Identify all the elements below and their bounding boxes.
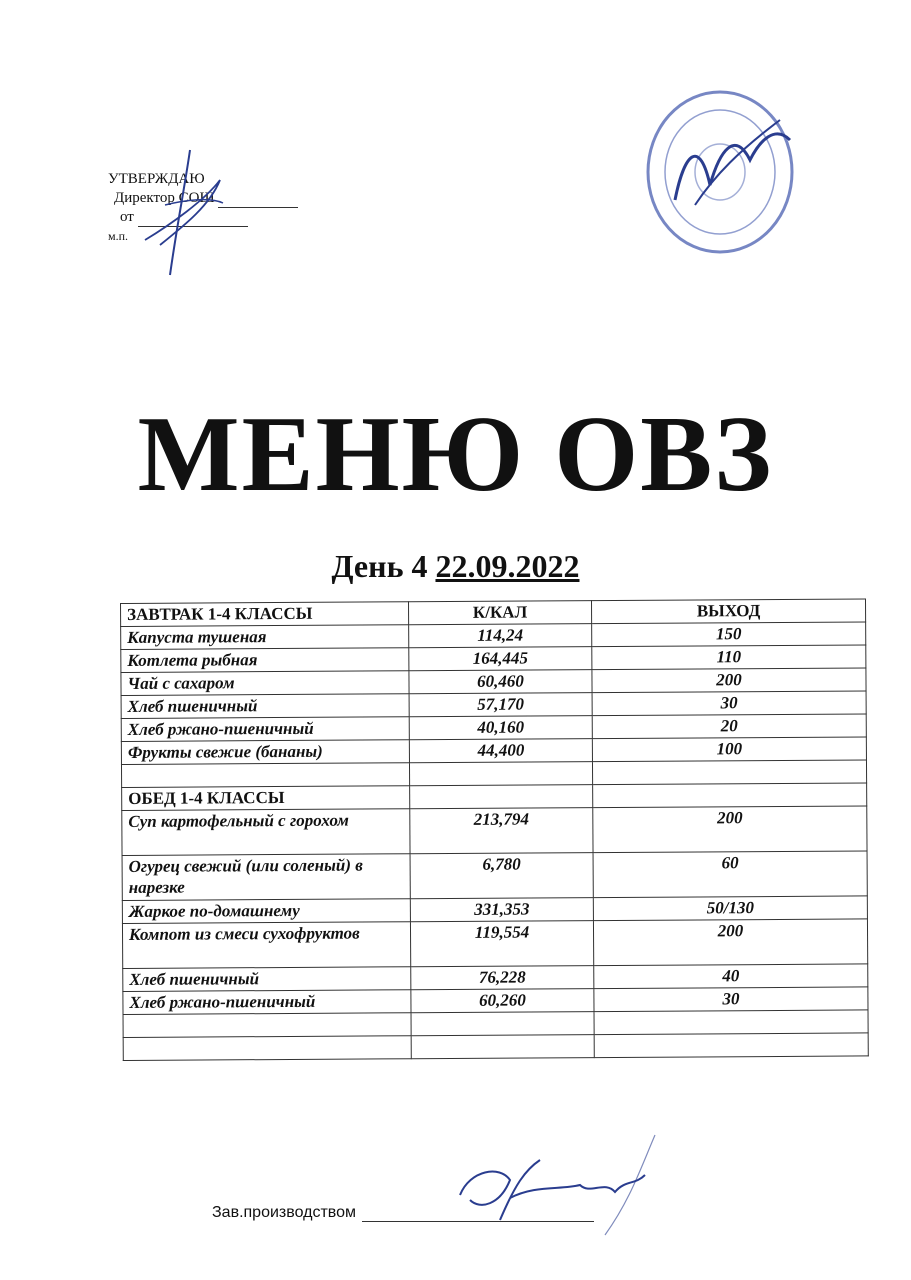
lunch-header: ОБЕД 1-4 КЛАССЫ xyxy=(122,786,410,811)
table-row xyxy=(122,806,867,856)
approval-seal-label: м.п. xyxy=(108,229,129,243)
dish-kcal: 57,170 xyxy=(409,693,592,717)
dish-name: Капуста тушеная xyxy=(121,625,409,650)
dish-kcal: 331,353 xyxy=(410,898,593,922)
dish-kcal: 44,400 xyxy=(409,739,592,763)
dish-output: 40 xyxy=(594,964,868,989)
dish-kcal: 119,554 xyxy=(410,921,593,967)
director-signature xyxy=(125,145,225,280)
table-row xyxy=(122,919,867,969)
header-output: ВЫХОД xyxy=(591,599,865,624)
footer xyxy=(212,1204,594,1222)
dish-output: 50/130 xyxy=(593,896,867,921)
dish-output: 200 xyxy=(593,806,867,853)
dish-kcal: 60,260 xyxy=(411,989,594,1013)
day-label: День 4 xyxy=(331,548,428,584)
dish-name: Суп картофельный с горохом xyxy=(122,809,410,856)
dish-kcal: 6,780 xyxy=(410,853,593,899)
production-head-signature xyxy=(440,1130,670,1240)
empty-cell xyxy=(409,762,592,786)
page-title: МЕНЮ ОВЗ xyxy=(137,395,774,514)
empty-cell xyxy=(123,1036,411,1061)
day-date: 22.09.2022 xyxy=(435,548,580,584)
dish-name: Хлеб ржано-пшеничный xyxy=(123,990,411,1015)
empty-cell xyxy=(121,763,409,788)
signature-line xyxy=(362,1221,594,1222)
dish-kcal: 114,24 xyxy=(409,624,592,648)
dish-name: Хлеб ржано-пшеничный xyxy=(121,717,409,742)
empty-cell xyxy=(411,1012,594,1036)
empty-cell xyxy=(411,1035,594,1059)
header-kcal: К/КАЛ xyxy=(408,601,591,625)
dish-name: Хлеб пшеничный xyxy=(121,694,409,719)
production-head-label: Зав.производством xyxy=(212,1204,356,1221)
dish-name: Огурец свежий (или соленый) в нарезке xyxy=(122,854,410,901)
table-row xyxy=(122,851,867,901)
dish-output: 150 xyxy=(592,622,866,647)
empty-cell xyxy=(594,1010,868,1035)
dish-name: Фрукты свежие (бананы) xyxy=(121,740,409,765)
empty-cell xyxy=(123,1013,411,1038)
approval-date-label: от xyxy=(120,209,134,225)
dish-kcal: 164,445 xyxy=(409,647,592,671)
dish-name: Котлета рыбная xyxy=(121,648,409,673)
dish-name: Компот из смеси сухофруктов xyxy=(122,922,410,969)
dish-kcal: 76,228 xyxy=(411,966,594,990)
approval-title: УТВЕРЖДАЮ xyxy=(108,171,205,187)
empty-cell xyxy=(593,783,867,808)
dish-name: Чай с сахаром xyxy=(121,671,409,696)
dish-output: 20 xyxy=(592,714,866,739)
dish-output: 30 xyxy=(594,987,868,1012)
dish-kcal: 40,160 xyxy=(409,716,592,740)
empty-cell xyxy=(410,785,593,809)
dish-output: 200 xyxy=(592,668,866,693)
dish-output: 30 xyxy=(592,691,866,716)
menu-table xyxy=(120,598,869,1061)
empty-cell xyxy=(594,1033,868,1058)
approval-position: Директор СОШ xyxy=(114,190,215,206)
dish-output: 100 xyxy=(592,737,866,762)
dish-output: 200 xyxy=(593,919,867,966)
empty-cell xyxy=(592,760,866,785)
dish-name: Жаркое по-домашнему xyxy=(122,899,410,924)
dish-name: Хлеб пшеничный xyxy=(123,967,411,992)
dish-output: 110 xyxy=(592,645,866,670)
dish-output: 60 xyxy=(593,851,867,898)
dish-kcal: 60,460 xyxy=(409,670,592,694)
school-stamp xyxy=(640,80,810,265)
empty-row xyxy=(123,1033,868,1061)
dish-kcal: 213,794 xyxy=(410,808,593,854)
header-meal: ЗАВТРАК 1-4 КЛАССЫ xyxy=(121,602,409,627)
day-heading xyxy=(0,548,911,585)
